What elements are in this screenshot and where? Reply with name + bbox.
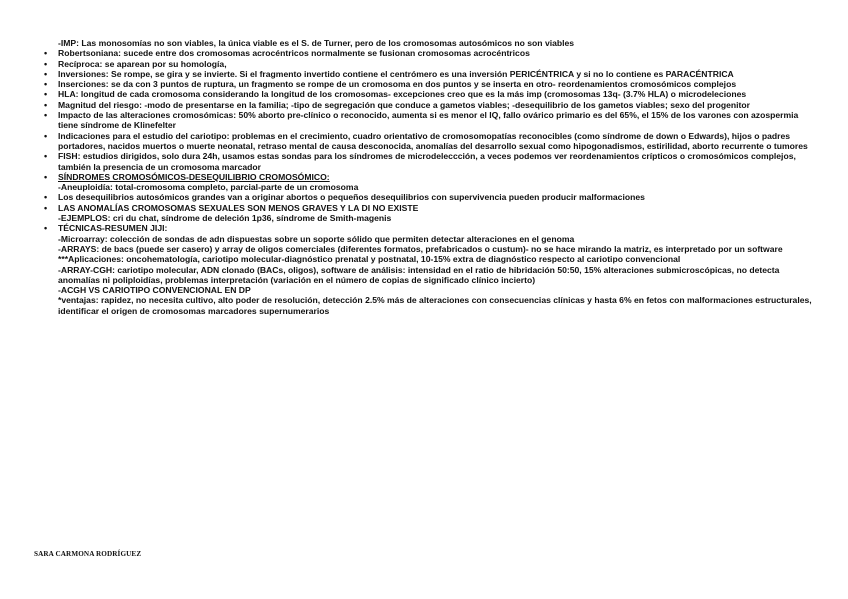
note-line: -EJEMPLOS: cri du chat, síndrome de deleción 1p36, síndrome de Smith-magenis (58, 213, 392, 224)
note-line: -Aneuploidía: total-cromosoma completo, parcial-parte de un cromosoma (58, 182, 359, 193)
note-line: -Microarray: colección de sondas de adn dispuestas sobre un soporte sólido que permiten detectar alteraciones en el genoma (58, 233, 575, 244)
note-line: -ARRAY-CGH: cariotipo molecular, ADN clonado (BACs, oligos), software de análisis: intensidad en el ratio de hibridación 50:50, 15% alteraciones submicroscópicas, no detecta anomalías ni poliploidías, problemas interpretación (variación en el número de copias de significado clínico incierto) (58, 264, 780, 285)
bullet-item: • FISH: estudios dirigidos, solo dura 24h, usamos estas sondas para los síndromes de microdeleccción, a veces podemos ver reordenamientos crípticos o cromosómicos complejos, también la presencia de un cromosoma marcador (58, 151, 816, 172)
bullet-item: • HLA: longitud de cada cromosoma considerando la longitud de los cromosomas- excepciones creo que es la más imp (cromosomas 13q- (3.7% HLA) o microdeleciones (58, 89, 816, 99)
note-line: -IMP: Las monosomías no son viables, la única viable es el S. de Turner, pero de los cromosomas autosómicos no son viables (58, 38, 575, 48)
bullet-item: • SÍNDROMES CROMOSÓMICOS-DESEQUILIBRIO CROMOSÓMICO: (58, 172, 816, 182)
bullet-item: • Inserciones: se da con 3 puntos de ruptura, un fragmento se rompe de un cromosoma en dos puntos y se inserta en otro- reordenamientos cromosómicos complejos (58, 79, 816, 89)
bullet-item: • TÉCNICAS-RESUMEN JIJI: (58, 223, 816, 233)
bullet-item: • Magnitud del riesgo: -modo de presentarse en la familia; -tipo de segregación que conduce a gametos viables; -desequilibrio de los gametos viables; sexo del progenitor (58, 100, 816, 110)
author-footer: SARA CARMONA RODRÍGUEZ (34, 550, 142, 558)
note-line: -ARRAYS: de bacs (puede ser casero) y array de oligos comerciales (diferentes formatos, prefabricados o custum)- no se hace mirando la matriz, es interpretado por un software (58, 243, 783, 254)
note-line: ***Aplicaciones: oncohematología, cariotipo molecular-diagnóstico prenatal y postnatal, 10-15% extra de diagnóstico respecto al cariotipo convencional (58, 254, 681, 265)
bullet-item: • Los desequilibrios autosómicos grandes van a originar abortos o pequeños desequilibrios con supervivencia pueden producir malformaciones (58, 192, 816, 202)
bullet-item: • Impacto de las alteraciones cromosómicas: 50% aborto pre-clínico o reconocido, aumenta si es menor el IQ, fallo ovárico primario es del 65%, el 15% de los varones con azospermia tiene síndrome de Klinefelter (58, 110, 816, 131)
note-line: *ventajas: rapidez, no necesita cultivo, alto poder de resolución, detección 2.5% más de alteraciones con consecuencias clínicas y hasta 6% en fetos con malformaciones estructurales, identificar el origen de cromosomas marcadores supernumerarios (58, 295, 812, 316)
bullet-item: • Indicaciones para el estudio del cariotipo: problemas en el crecimiento, cuadro orientativo de cromosomopatías reconocibles (como síndrome de down o Edwards), hijos o padres portadores, nacidos muertos o muerte neonatal, retraso mental de causa desconocida, anomalías del desarrollo sexual como hipogonadismos, estirilidad, aborto recurrente o tumores (58, 131, 816, 152)
bullet-item: • LAS ANOMALÍAS CROMOSOMAS SEXUALES SON MENOS GRAVES Y LA DI NO EXISTE (58, 203, 816, 213)
bullet-item: • Recíproca: se aparean por su homología, (58, 59, 816, 69)
note-line: -ACGH VS CARIOTIPO CONVENCIONAL EN DP (58, 285, 251, 296)
bullet-item: • Robertsoniana: sucede entre dos cromosomas acrocéntricos normalmente se fusionan cromosomas acrocéntricos (58, 48, 816, 58)
bullet-item: • Inversiones: Se rompe, se gira y se invierte. Si el fragmento invertido contiene el centrómero es una inversión PERICÉNTRICA y si no lo contiene es PARACÉNTRICA (58, 69, 816, 79)
notes-body (58, 38, 816, 316)
